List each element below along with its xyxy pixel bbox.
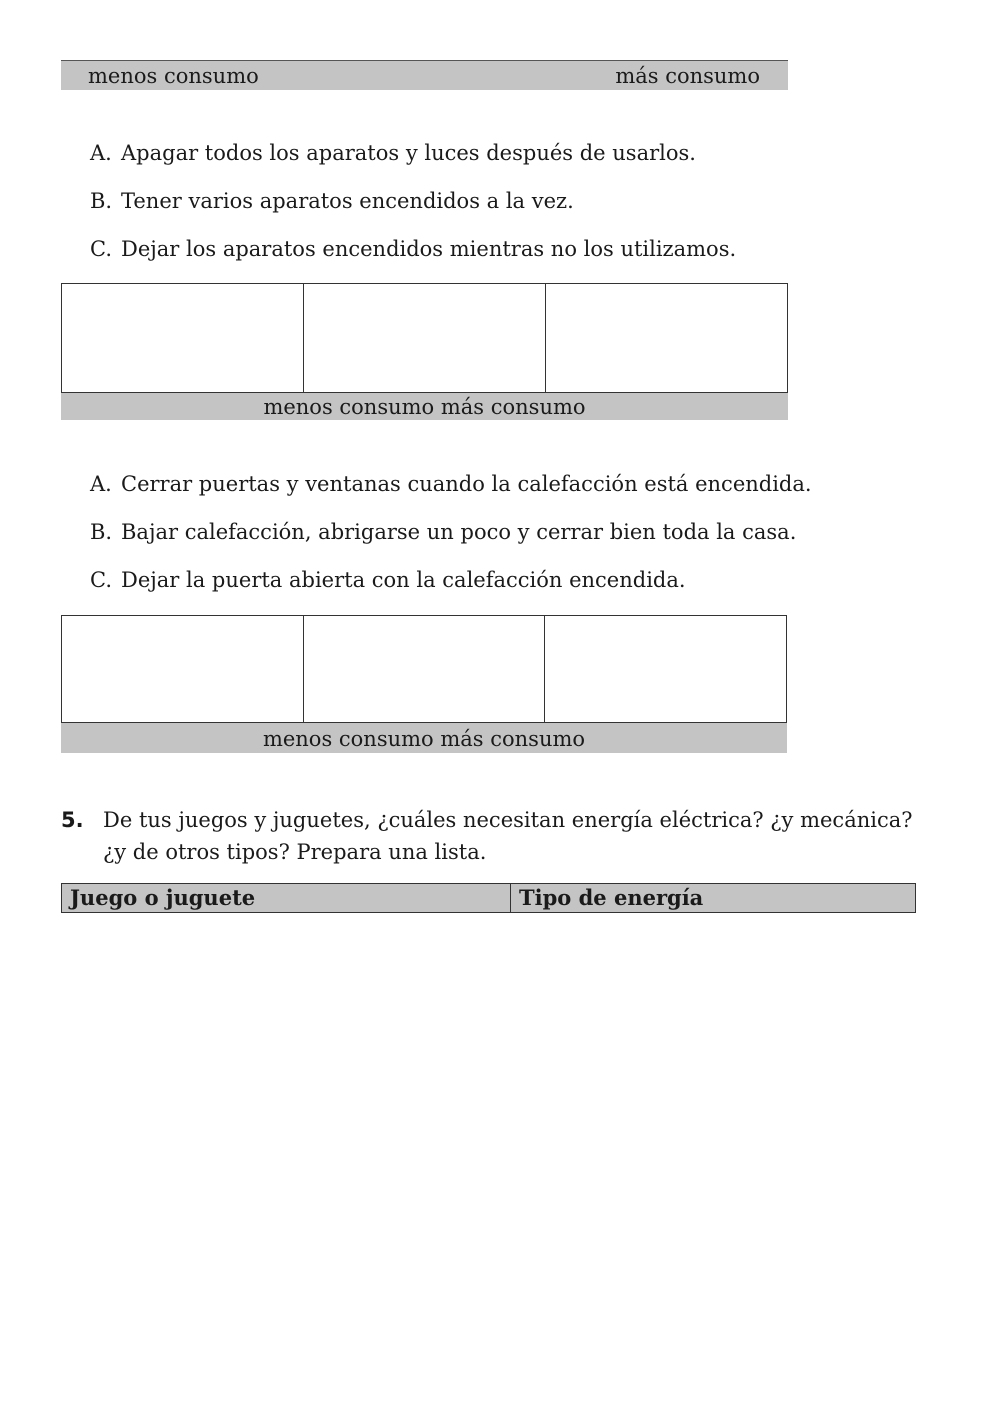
option-text: Apagar todos los aparatos y luces después de usarlos.	[121, 141, 696, 165]
option-letter: C.	[90, 237, 112, 261]
option-letter: B.	[90, 189, 113, 213]
column-header-energy: Tipo de energía	[511, 884, 916, 913]
scale-label-less: menos consumo	[88, 64, 259, 88]
question-text: De tus juegos y juguetes, ¿cuáles necesitan energía eléctrica? ¿y mecánica? ¿y de otros tipos? Prepara una lista.	[103, 808, 913, 864]
option-text: Cerrar puertas y ventanas cuando la calefacción está encendida.	[121, 472, 812, 496]
option-letter: A.	[90, 472, 112, 496]
option-item	[90, 139, 736, 187]
scale-bar-1: menos consumo más consumo	[61, 393, 788, 420]
answer-box[interactable]	[304, 284, 546, 392]
answer-box[interactable]	[304, 616, 546, 722]
option-item	[90, 235, 736, 283]
options-list-2	[90, 470, 812, 614]
answer-box[interactable]	[546, 284, 787, 392]
column-header-toy: Juego o juguete	[62, 884, 511, 913]
answer-box[interactable]	[62, 616, 304, 722]
option-letter: C.	[90, 568, 112, 592]
option-text: Bajar calefacción, abrigarse un poco y cerrar bien toda la casa.	[121, 520, 797, 544]
option-item	[90, 518, 812, 566]
option-text: Dejar los aparatos encendidos mientras no los utilizamos.	[121, 237, 737, 261]
question-number: 5.	[61, 808, 84, 832]
question-5	[61, 804, 921, 868]
scale-label-more: más consumo	[615, 64, 760, 88]
option-letter: B.	[90, 520, 113, 544]
answer-box[interactable]	[545, 616, 786, 722]
answer-box[interactable]	[62, 284, 304, 392]
option-item	[90, 566, 812, 614]
scale-bar-2: menos consumo más consumo	[61, 723, 787, 753]
option-text: Tener varios aparatos encendidos a la vez.	[121, 189, 574, 213]
answer-boxes-2	[61, 615, 787, 723]
option-text: Dejar la puerta abierta con la calefacción encendida.	[121, 568, 686, 592]
option-item	[90, 187, 736, 235]
option-item	[90, 470, 812, 518]
energy-table	[61, 883, 916, 913]
options-list-1	[90, 139, 736, 283]
scale-bar-top	[61, 60, 788, 90]
table-header-row	[62, 884, 916, 913]
option-letter: A.	[90, 141, 112, 165]
answer-boxes-1	[61, 283, 788, 393]
